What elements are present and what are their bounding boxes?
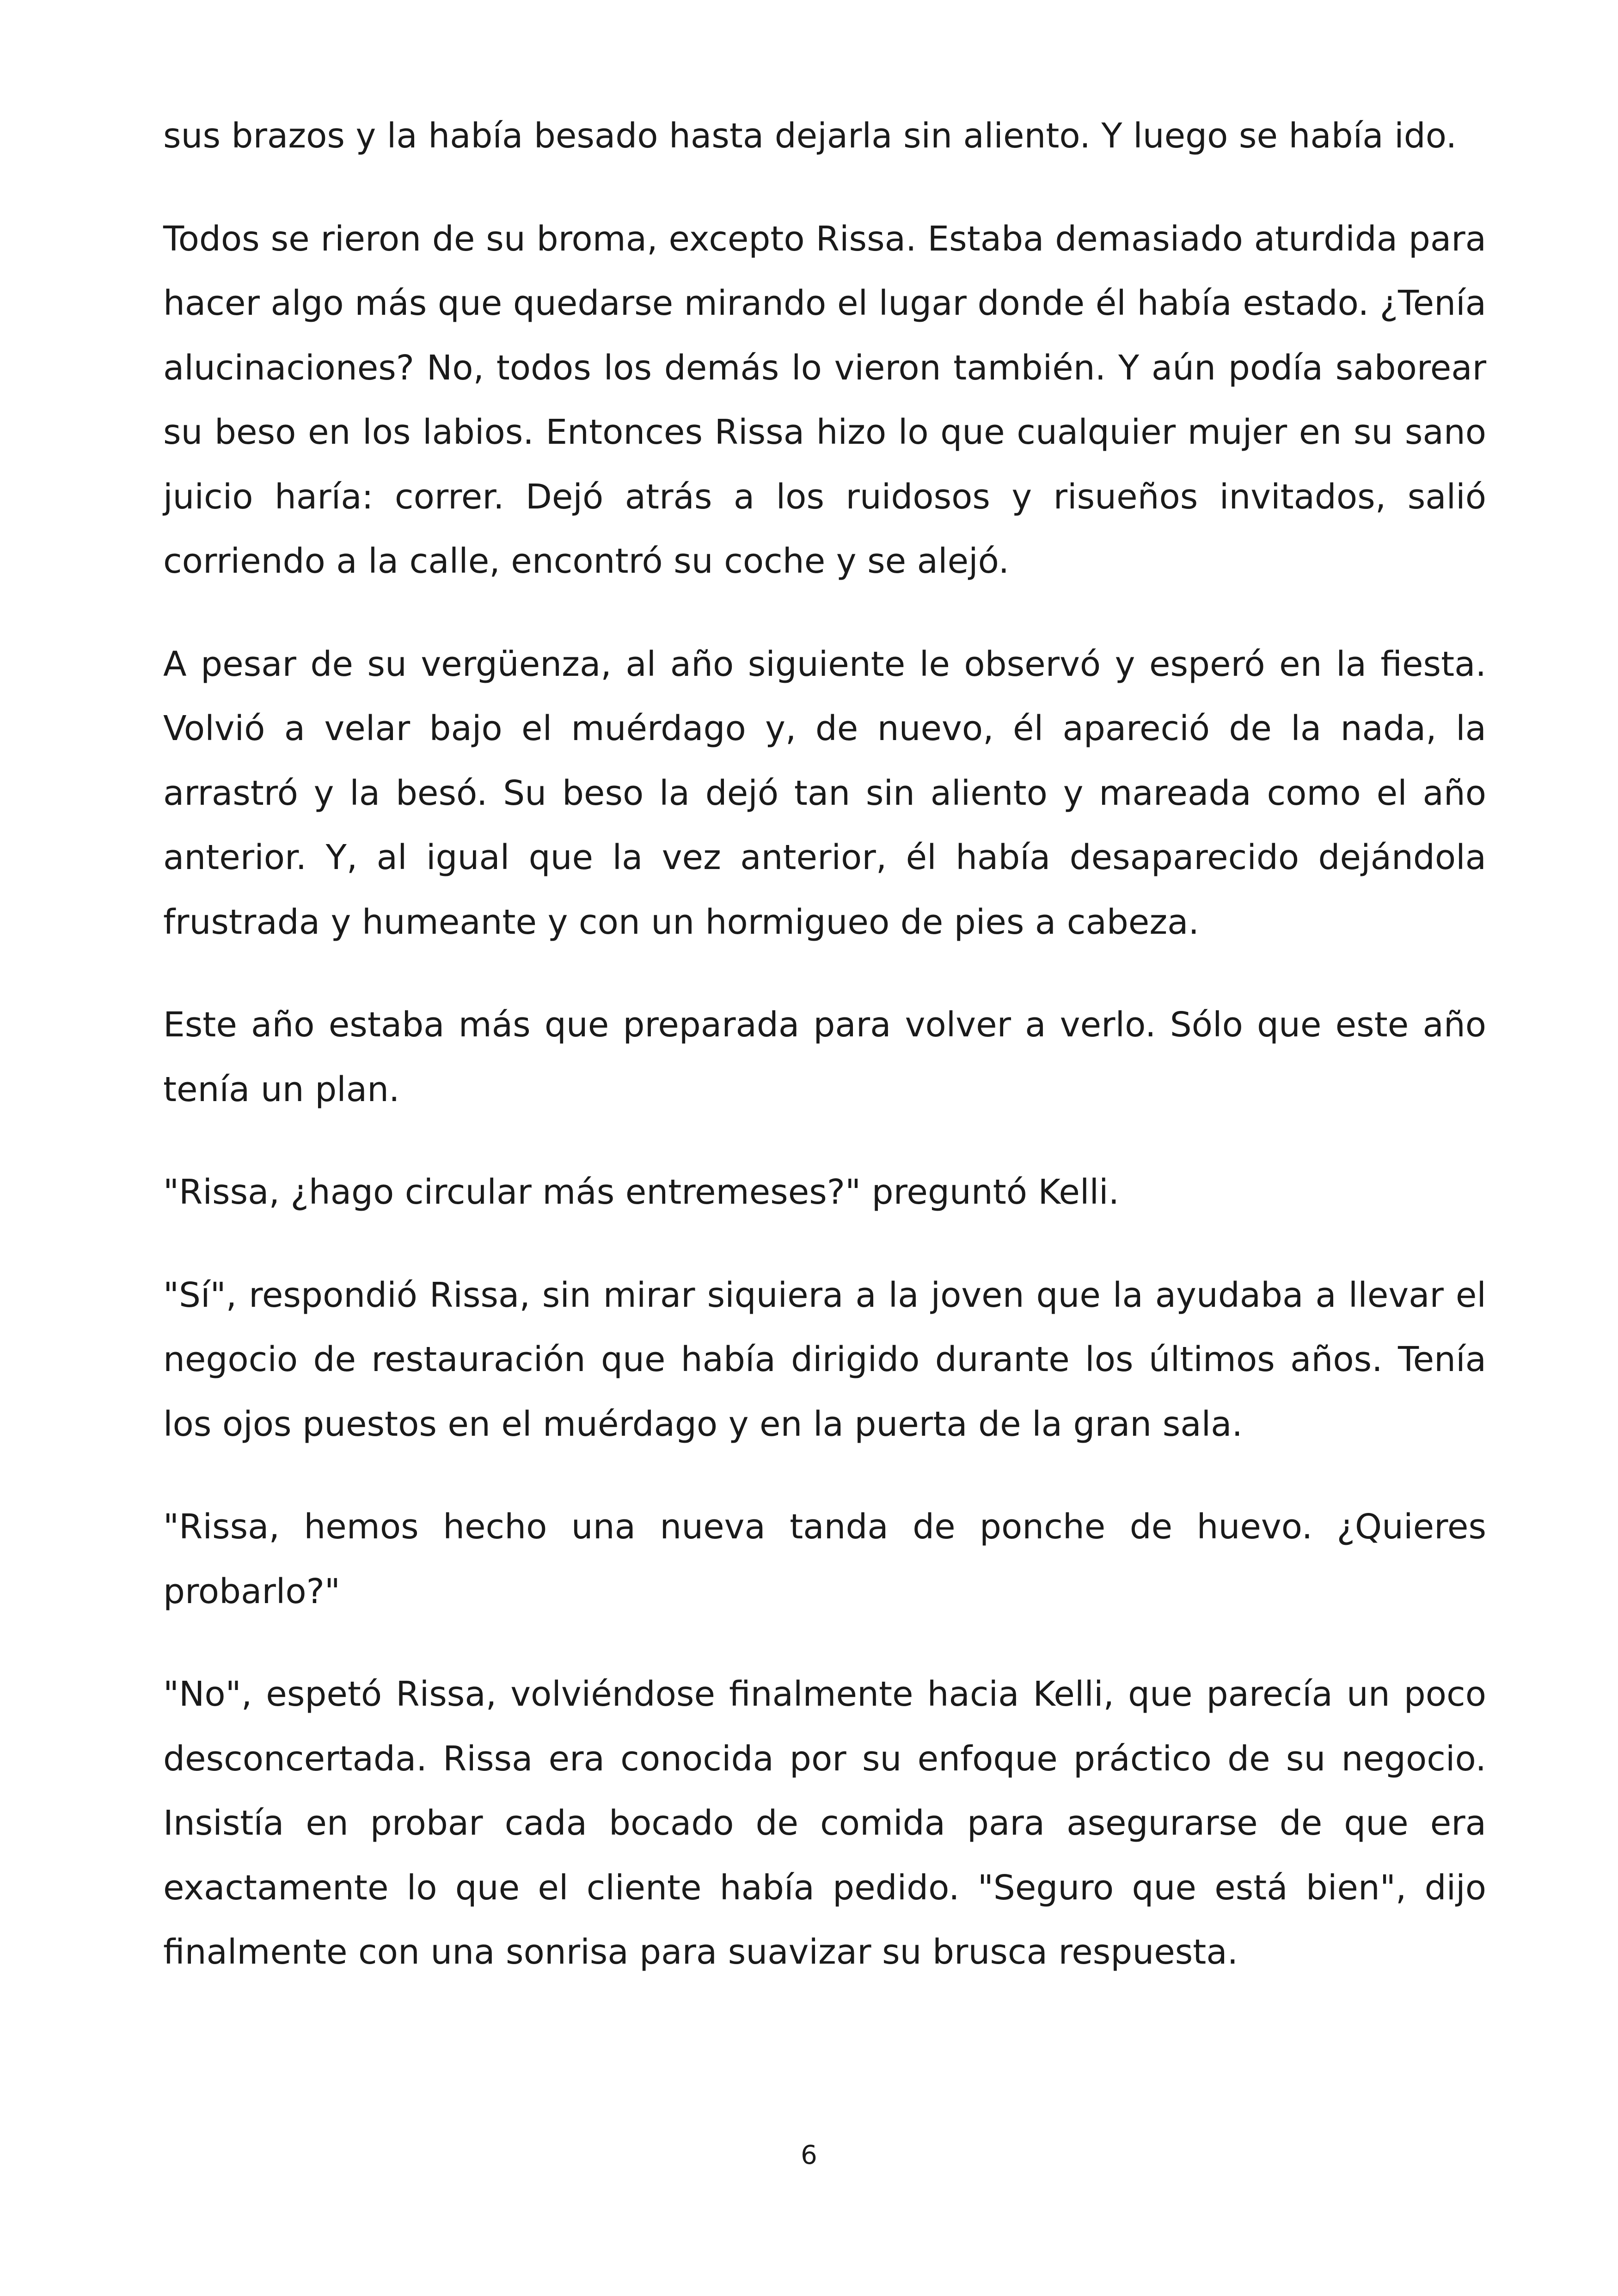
paragraph-3: A pesar de su vergüenza, al año siguiente le observó y esperó en la fiesta. Volvió a velar bajo el muérdago y, de nuevo, él apareció de la nada, la arrastró y la besó. Su beso la dejó tan sin aliento y mareada como el año anterior. Y, al igual que la vez anterior, él había desaparecido dejándola frustrada y humeante y con un hormigueo de pies a cabeza. — [163, 644, 1486, 942]
paragraph-6: "Sí", respondió Rissa, sin mirar siquiera a la joven que la ayudaba a llevar el negocio de restauración que había dirigido durante los últimos años. Tenía los ojos puestos en el muérdago y en la puerta de la gran sala. — [163, 1275, 1486, 1444]
paragraph-2: Todos se rieron de su broma, excepto Rissa. Estaba demasiado aturdida para hacer algo más que quedarse mirando el lugar donde él había estado. ¿Tenía alucinaciones? No, todos los demás lo vieron también. Y aún podía saborear su beso en los labios. Entonces Rissa hizo lo que cualquier mujer en su sano juicio haría: correr. Dejó atrás a los ruidosos y risueños invitados, salió corriendo a la calle, encontró su coche y se alejó. — [163, 219, 1486, 581]
paragraph-4: Este año estaba más que preparada para volver a verlo. Sólo que este año tenía un plan. — [163, 1005, 1486, 1109]
page-number: 6 — [801, 2140, 817, 2170]
paragraph-7: "Rissa, hemos hecho una nueva tanda de ponche de huevo. ¿Quieres probarlo?" — [163, 1507, 1486, 1611]
paragraph-1: sus brazos y la había besado hasta dejarla sin aliento. Y luego se había ido. — [163, 116, 1457, 156]
paragraph-5: "Rissa, ¿hago circular más entremeses?" preguntó Kelli. — [163, 1172, 1120, 1212]
paragraph-8: "No", espetó Rissa, volviéndose finalmente hacia Kelli, que parecía un poco desconcertada. Rissa era conocida por su enfoque práctico de su negocio. Insistía en probar cada bocado de comida para asegurarse de que era exactamente lo que el cliente había pedido. "Seguro que está bien", dijo finalmente con una sonrisa para suavizar su brusca respuesta. — [163, 1674, 1486, 1972]
body-text — [163, 104, 1486, 2023]
